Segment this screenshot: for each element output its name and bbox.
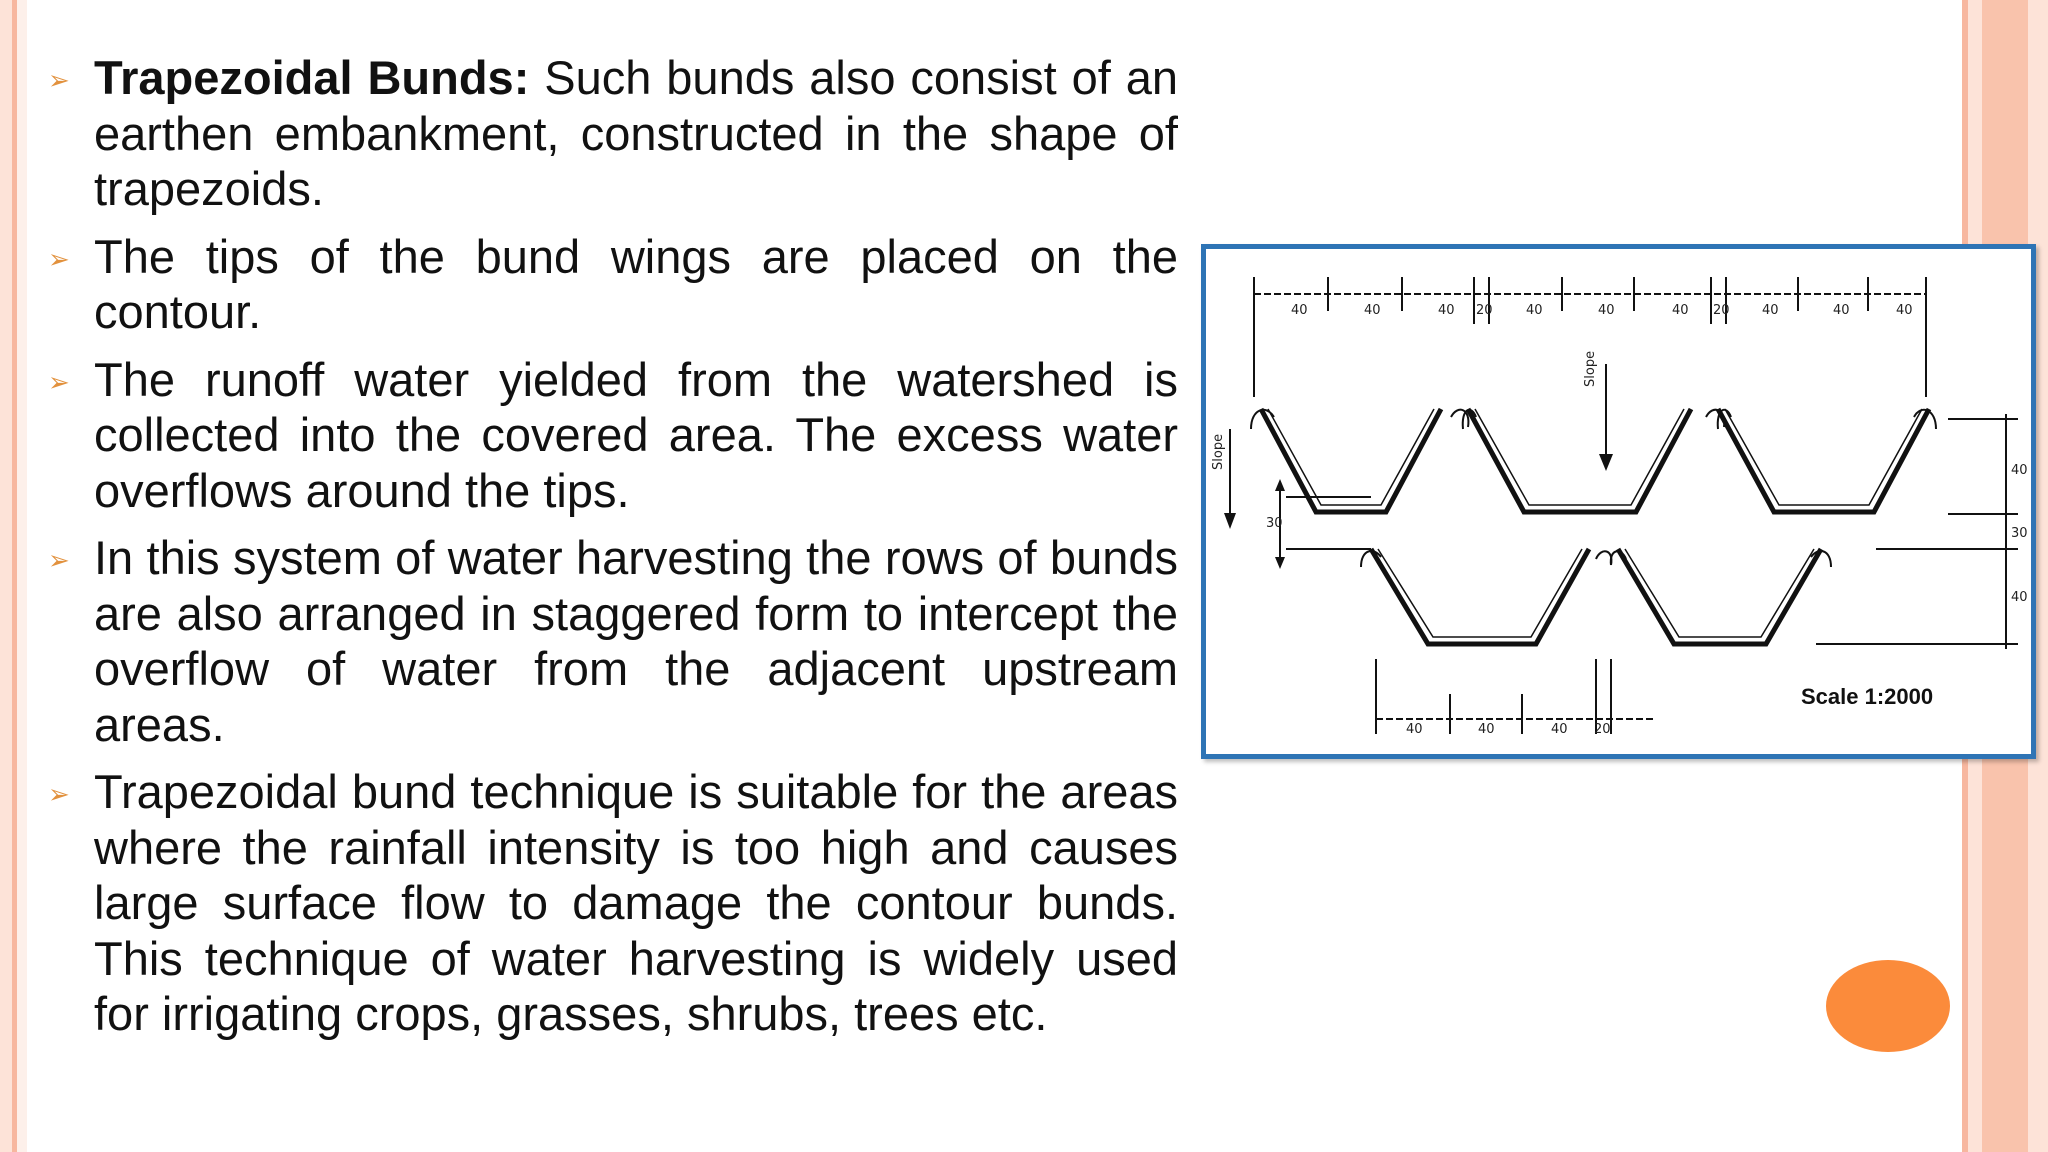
scale-label: Scale 1:2000 <box>1801 684 1934 709</box>
top-dim-label: 40 <box>1364 303 1381 318</box>
bullet-item <box>48 229 1178 340</box>
bullet-text: The runoff water yielded from the watershed is collected into the covered area. The excess water overflows around the tips. <box>94 352 1178 517</box>
top-dim-label: 40 <box>1526 303 1543 318</box>
bullet-item <box>48 530 1178 752</box>
bullet-item <box>48 352 1178 519</box>
top-dim-label: 40 <box>1672 303 1689 318</box>
bullet-text: Such bunds also consist of an earthen embankment, constructed in the shape of trapezoids. <box>94 51 1178 215</box>
top-dim-label: 40 <box>1598 303 1615 318</box>
top-dim-label: 20 <box>1476 303 1493 318</box>
diagram-svg <box>1206 249 2031 754</box>
bullet-bold-title: Trapezoidal Bunds: <box>94 51 530 104</box>
top-dim-label: 40 <box>1896 303 1913 318</box>
bullet-list <box>48 50 1178 1054</box>
bottom-dim-label: 40 <box>1406 722 1423 737</box>
bullet-marker-icon: ➢ <box>48 545 70 575</box>
bullet-item <box>48 764 1178 1042</box>
top-dim-label: 40 <box>1762 303 1779 318</box>
top-dim-label: 40 <box>1438 303 1455 318</box>
left-dim-label: 30 <box>1266 516 1283 531</box>
bullet-text: In this system of water harvesting the rows of bunds are also arranged in staggered form to intercept the overflow of water from the adjacent upstream areas. <box>94 531 1178 751</box>
right-dim-label: 40 <box>2011 590 2028 605</box>
slope-label-center: Slope <box>1583 350 1598 387</box>
bullet-marker-icon: ➢ <box>48 779 70 809</box>
right-dim-label: 40 <box>2011 463 2028 478</box>
top-dim-label: 20 <box>1713 303 1730 318</box>
bullet-marker-icon: ➢ <box>48 366 70 397</box>
left-stripe-light <box>17 0 27 1152</box>
decorative-orange-circle <box>1826 960 1950 1052</box>
right-dim-label: 30 <box>2011 526 2028 541</box>
top-dim-label: 40 <box>1291 303 1308 318</box>
left-stripe-outer <box>0 0 12 1152</box>
trapezoidal-bund-diagram <box>1201 244 2036 759</box>
top-dim-label: 40 <box>1833 303 1850 318</box>
bullet-marker-icon: ➢ <box>48 65 70 95</box>
bullet-text: The tips of the bund wings are placed on the contour. <box>94 229 1178 338</box>
bottom-dim-label: 40 <box>1551 722 1568 737</box>
bullet-text: Trapezoidal bund technique is suitable for the areas where the rainfall intensity is too high and causes large surface flow to damage the contour bunds. This technique of water harvesting is widely used for irrigating crops, grasses, shrubs, trees etc. <box>94 765 1178 1040</box>
slope-label-left: Slope <box>1211 433 1226 470</box>
bullet-item <box>48 50 1178 217</box>
bullet-marker-icon: ➢ <box>48 243 70 274</box>
bottom-dim-label: 20 <box>1594 722 1611 737</box>
bottom-dim-label: 40 <box>1478 722 1495 737</box>
